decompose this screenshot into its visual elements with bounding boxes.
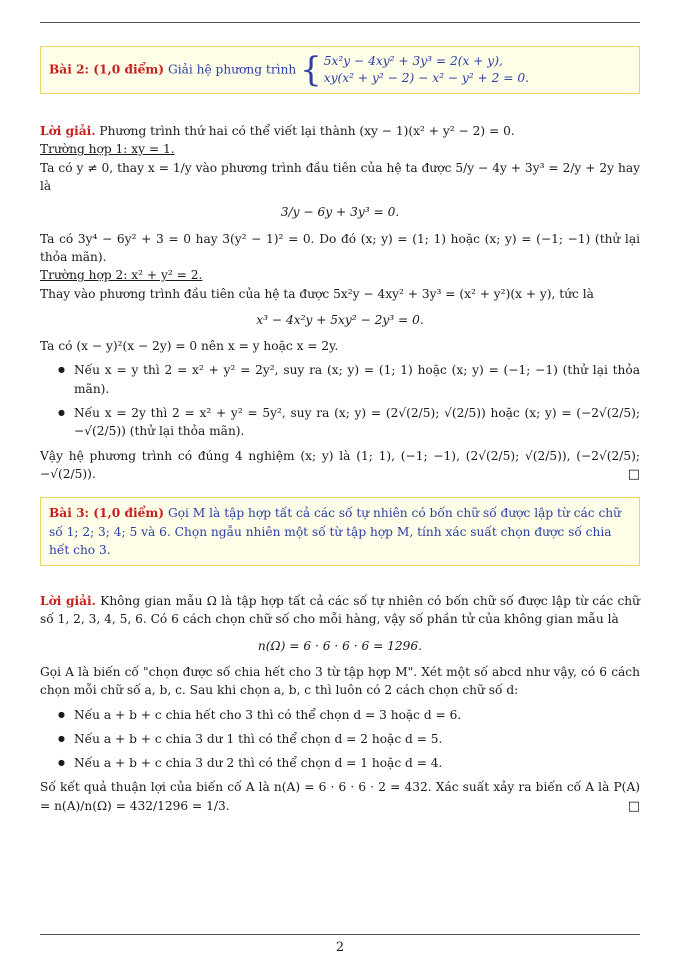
solution-2-conclusion: Vậy hệ phương trình có đúng 4 nghiệm (x; y) là (1; 1), (−1; −1), (2√(2/5); √(2/5)), (−2√(2/5); −√(2/5)). (40, 448, 640, 481)
case-2-label: Trường hợp 2: x² + y² = 2. (40, 268, 203, 283)
case-2-text: Thay vào phương trình đầu tiên của hệ ta được 5x²y − 4xy² + 3y³ = (x² + y²)(x + y), tức là (40, 286, 594, 301)
case-1-text: Ta có y ≠ 0, thay x = 1/y vào phương trình đầu tiên của hệ ta được 5/y − 4y + 3y³ = 2/y + 2y hay là (40, 160, 640, 194)
list-item: ● Nếu x = y thì 2 = x² + y² = 2y², suy ra (x; y) = (1; 1) hoặc (x; y) = (−1; −1) (thử lại thỏa mãn). (58, 361, 640, 398)
problem-3-label: Bài 3: (1,0 điểm) (49, 506, 165, 521)
solution-3-label: Lời giải. (40, 594, 96, 609)
system-eq-1: 5x²y − 4xy² + 3y³ = 2(x + y), (323, 54, 503, 68)
problem-2-text: Giải hệ phương trình (167, 62, 297, 77)
solution-3 (40, 592, 640, 815)
system-eq-2: xy(x² + y² − 2) − x² − y² + 2 = 0. (323, 71, 529, 86)
solution-3-bullet-list (58, 706, 640, 773)
header-rule (40, 22, 640, 23)
brace-icon: { (300, 50, 322, 91)
case-1-label: Trường hợp 1: xy = 1. (40, 142, 175, 157)
qed-icon: □ (627, 798, 640, 814)
solution-2-label: Lời giải. (40, 124, 96, 139)
page-content (40, 46, 640, 816)
page-number: 2 (335, 940, 345, 955)
footer-rule (40, 934, 640, 935)
case-2-equation: x³ − 4x²y + 5xy² − 2y³ = 0. (256, 312, 424, 327)
case-1-result: Ta có 3y⁴ − 6y² + 3 = 0 hay 3(y² − 1)² = 0. Do đó (x; y) = (1; 1) hoặc (x; y) = (−1; −1) (thử lại thỏa mãn). (40, 231, 640, 264)
solution-2-intro: Phương trình thứ hai có thể viết lại thành (xy − 1)(x² + y² − 2) = 0. (99, 124, 515, 139)
problem-3-box (40, 497, 640, 566)
qed-icon: □ (627, 466, 640, 482)
solution-2 (40, 122, 640, 483)
problem-2-box (40, 46, 640, 94)
problem-3-text: Gọi M là tập hợp tất cả các số tự nhiên có bốn chữ số được lập từ các chữ số 1; 2; 3; 4; 5 và 6. Chọn ngẫu nhiên một số từ tập hợp M, tính xác suất chọn được số chia hết cho 3. (49, 506, 621, 557)
equation-system (300, 50, 529, 91)
problem-2-label: Bài 2: (1,0 điểm) (49, 62, 165, 77)
list-item: ● Nếu x = 2y thì 2 = x² + y² = 5y², suy ra (x; y) = (2√(2/5); √(2/5)) hoặc (x; y) = (−2√(2/5); −√(2/5)) (thử lại thỏa mãn). (58, 404, 640, 441)
sample-space-equation: n(Ω) = 6 · 6 · 6 · 6 = 1296. (257, 638, 423, 653)
solution-3-intro: Không gian mẫu Ω là tập hợp tất cả các số tự nhiên có bốn chữ số được lập từ các chữ số 1, 2, 3, 4, 5, 6. Có 6 cách chọn chữ số cho mỗi hàng, vậy số phần tử của không gian mẫu là (40, 594, 641, 627)
list-item: ● Nếu a + b + c chia hết cho 3 thì có thể chọn d = 3 hoặc d = 6. (58, 706, 640, 724)
list-item: ● Nếu a + b + c chia 3 dư 1 thì có thể chọn d = 2 hoặc d = 5. (58, 730, 640, 748)
solution-3-conclusion: Số kết quả thuận lợi của biến cố A là n(A) = 6 · 6 · 6 · 2 = 432. Xác suất xảy ra biến cố A là P(A) = n(A)/n(Ω) = 432/1296 = 1/3. (40, 780, 640, 813)
case-2-factor: Ta có (x − y)²(x − 2y) = 0 nên x = y hoặc x = 2y. (40, 339, 339, 354)
case-2-bullet-list (58, 361, 640, 440)
list-item: ● Nếu a + b + c chia 3 dư 2 thì có thể chọn d = 1 hoặc d = 4. (58, 754, 640, 772)
case-1-equation: 3/y − 6y + 3y³ = 0. (280, 205, 400, 220)
event-text: Gọi A là biến cố "chọn được số chia hết cho 3 từ tập hợp M". Xét một số abcd như vậy, có 6 cách chọn mỗi chữ số a, b, c. Sau khi chọn a, b, c thì luôn có 2 cách chọn chữ số d: (40, 664, 640, 698)
